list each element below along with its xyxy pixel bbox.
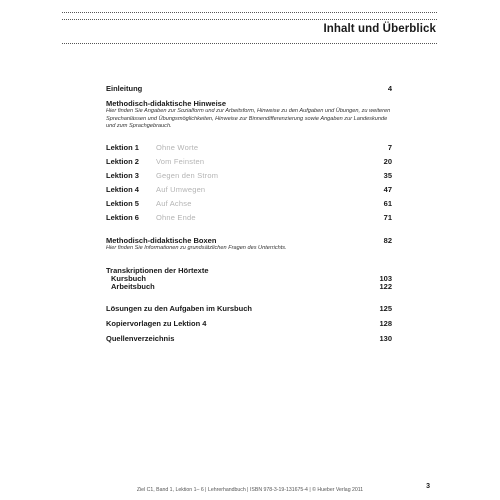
lektion-number: Lektion 4 [106,185,139,194]
toc-entry-label: Quellenverzeichnis [106,334,175,343]
toc-entry-page: 125 [379,304,392,313]
description-line: Hier finden Sie Informationen zu grundsätzlichen Fragen des Unterrichts. [106,245,287,251]
toc-subentry-arbeitsbuch [111,282,392,291]
toc-entry-methodisch-hinweise [106,99,392,108]
lektion-title: Gegen den Strom [156,171,219,180]
toc-lektion-2 [106,157,392,166]
top-dotted-rule [62,12,437,13]
footer-imprint: Ziel C1, Band 1, Lektion 1– 6 | Lehrerhandbuch | ISBN 978-3-19-131675-4 | © Hueber Verlag 2011 [136,487,364,493]
title-upper-dotted-rule [62,19,437,20]
page-number: 3 [426,483,430,490]
toc-lektion-6 [106,213,392,222]
lektion-title: Ohne Ende [156,213,196,222]
toc-description-boxen [106,245,392,253]
lektion-page: 35 [383,171,392,180]
lektion-title: Auf Achse [156,199,192,208]
lektion-page: 61 [383,199,392,208]
toc-entry-label: Methodisch-didaktische Boxen [106,236,217,245]
toc-entry-page: 4 [387,84,392,93]
toc-entry-label: Kopiervorlagen zu Lektion 4 [106,319,207,328]
toc-subentry-label: Arbeitsbuch [111,282,155,291]
lektion-title: Auf Umwegen [156,185,206,194]
lektion-number: Lektion 6 [106,213,139,222]
lektion-number: Lektion 1 [106,143,139,152]
toc-subentry-page: 103 [379,274,392,283]
lektion-title: Vom Feinsten [156,157,205,166]
lektion-number: Lektion 3 [106,171,139,180]
lektion-number: Lektion 5 [106,199,139,208]
toc-entry-page: 128 [379,319,392,328]
toc-lektion-4 [106,185,392,194]
toc-subentry-label: Kursbuch [111,274,147,283]
lektion-title: Ohne Worte [156,143,199,152]
toc-entry-label: Methodisch-didaktische Hinweise [106,99,227,108]
toc-entry-label: Einleitung [106,84,143,93]
toc-lektion-1 [106,143,392,152]
toc-entry-einleitung [106,84,392,93]
toc-entry-quellenverzeichnis [106,334,392,343]
lektion-page: 20 [383,157,392,166]
description-line: Sprechanlässen und Übungsmöglichkeiten, Hinweise zur Binnendifferenzierung sowie Angaben zur Landeskunde [106,115,388,122]
toc-entry-loesungen [106,304,392,313]
lektion-page: 47 [383,185,392,194]
toc-lektion-3 [106,171,392,180]
toc-entry-label: Transkriptionen der Hörtexte [106,266,209,275]
toc-entry-page: 82 [383,236,392,245]
lektion-number: Lektion 2 [106,157,139,166]
toc-lektion-5 [106,199,392,208]
title-lower-dotted-rule [62,43,437,44]
description-line: und zum Sprachgebrauch. [106,123,172,130]
toc-subentry-page: 122 [379,282,392,291]
toc-entry-boxen [106,236,392,245]
description-line: Hier finden Sie Angaben zur Sozialform und zur Arbeitsform, Hinweise zu den Aufgaben und Übungen, zu weiteren [106,108,391,114]
toc-entry-label: Lösungen zu den Aufgaben im Kursbuch [106,304,252,313]
lektion-page: 7 [387,143,392,152]
toc-description-hinweise [106,108,392,131]
toc-entry-page: 130 [379,334,392,343]
page-title: Inhalt und Überblick [323,23,436,35]
lektion-page: 71 [383,213,392,222]
toc-entry-kopiervorlagen [106,319,392,328]
